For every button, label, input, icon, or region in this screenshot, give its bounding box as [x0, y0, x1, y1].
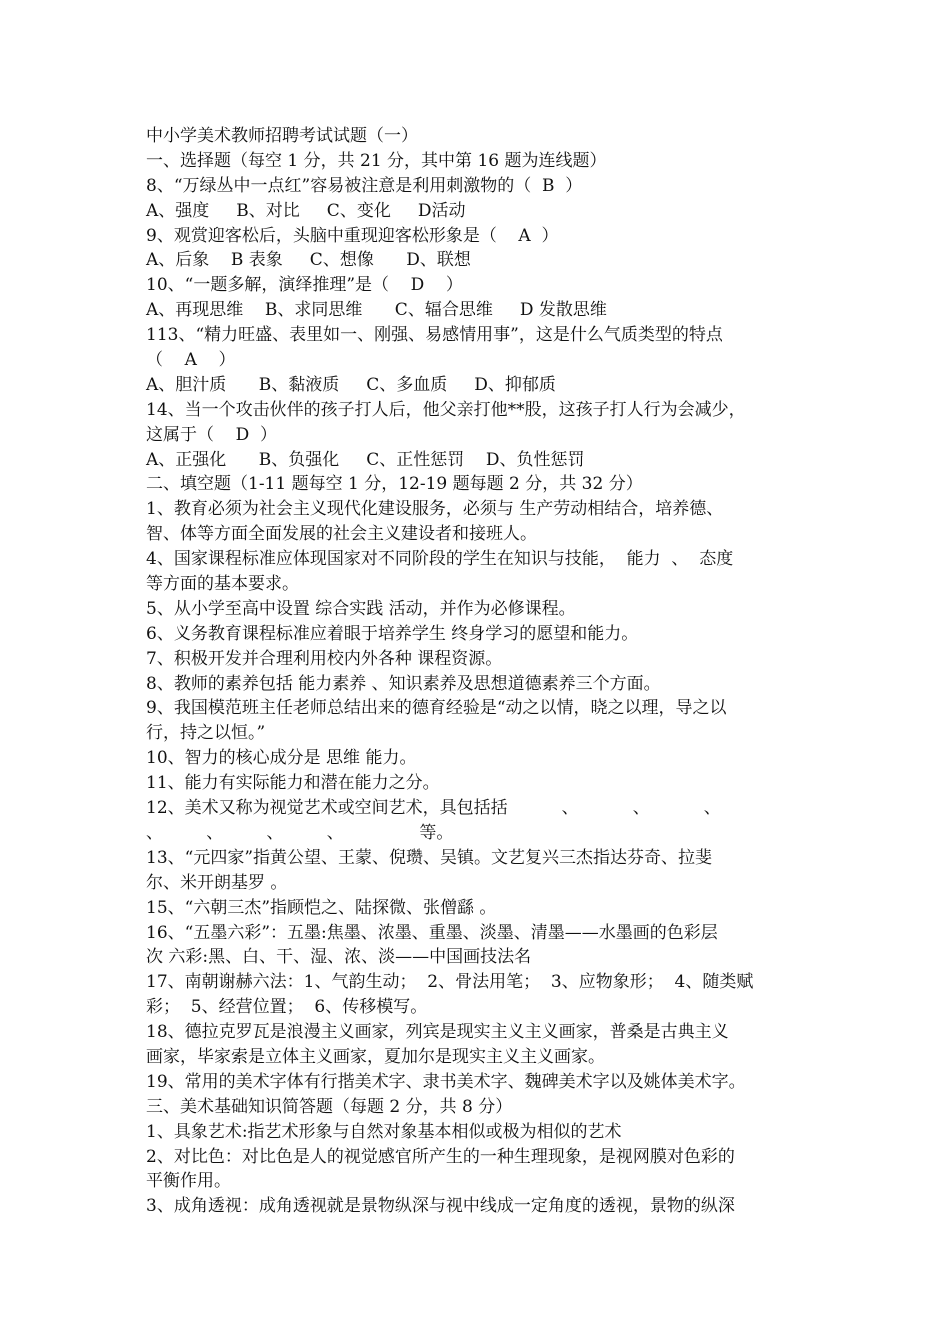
document-title: 中小学美术教师招聘考试试题（一）	[146, 126, 418, 146]
question-113-answer: （ A ）	[146, 350, 236, 371]
fill-16: 16、“五墨六彩”：五墨:焦墨、浓墨、重墨、淡墨、清墨——水墨画的色彩层	[146, 922, 718, 943]
short-answer-2: 2、对比色：对比色是人的视觉感官所产生的一种生理现象，是视网膜对色彩的	[146, 1146, 735, 1167]
fill-15: 15、“六朝三杰”指顾恺之、陆探微、张僧繇 。	[146, 897, 497, 918]
question-8: 8、“万绿丛中一点红”容易被注意是利用刺激物的（ B ）	[146, 175, 583, 196]
fill-1: 1、教育必须为社会主义现代化建设服务，必须与 生产劳动相结合，培养德、	[146, 499, 724, 520]
fill-5: 5、从小学至高中设置 综合实践 活动，并作为必修课程。	[146, 598, 576, 619]
fill-4: 4、国家课程标准应体现国家对不同阶段的学生在知识与技能， 能力 、 态度	[146, 549, 734, 570]
fill-19: 19、常用的美术字体有行揩美术字、隶书美术字、魏碑美术字以及姚体美术字。	[146, 1071, 746, 1092]
short-answer-1: 1、具象艺术:指艺术形象与自然对象基本相似或极为相似的艺术	[146, 1121, 622, 1142]
section-heading-short-answer: 三、美术基础知识简答题（每题 2 分，共 8 分）	[146, 1096, 513, 1117]
fill-6: 6、义务教育课程标准应着眼于培养学生 终身学习的愿望和能力。	[146, 623, 639, 644]
question-14-options: A、正强化 B、负强化 C、正性惩罚 D、负性惩罚	[146, 449, 585, 470]
fill-12: 12、美术又称为视觉艺术或空间艺术，具包括括 、 、 、	[146, 798, 721, 819]
question-9: 9、观赏迎客松后，头脑中重现迎客松形象是（ A ）	[146, 225, 559, 246]
fill-10: 10、智力的核心成分是 思维 能力。	[146, 748, 417, 769]
short-answer-3: 3、成角透视：成角透视就是景物纵深与视中线成一定角度的透视，景物的纵深	[146, 1196, 735, 1217]
question-9-options: A、后象 B 表象 C、想像 D、联想	[146, 250, 471, 271]
question-14-continued: 这属于（ D ）	[146, 424, 278, 445]
question-14: 14、当一个攻击伙伴的孩子打人后，他父亲打他**股，这孩子打人行为会减少，	[146, 399, 746, 420]
fill-17-continued: 彩； 5、经营位置； 6、传移模写。	[146, 997, 428, 1018]
fill-8: 8、教师的素养包括 能力素养 、知识素养及思想道德素养三个方面。	[146, 673, 661, 694]
fill-12-continued: 、 、 、 、 等。	[146, 822, 454, 843]
fill-4-continued: 等方面的基本要求。	[146, 574, 299, 595]
fill-18-continued: 画家，毕家索是立体主义画家，夏加尔是现实主义主义画家。	[146, 1046, 605, 1067]
question-10: 10、“一题多解，演绎推理”是（ D ）	[146, 275, 463, 296]
fill-13: 13、“元四家”指黄公望、王蒙、倪瓒、吴镇。文艺复兴三杰指达芬奇、拉斐	[146, 847, 713, 868]
question-113: 113、“精力旺盛、表里如一、刚强、易感情用事”，这是什么气质类型的特点	[146, 325, 723, 346]
question-8-options: A、强度 B、对比 C、变化 D活动	[146, 200, 466, 221]
fill-11: 11、能力有实际能力和潜在能力之分。	[146, 773, 440, 794]
question-113-options: A、胆汁质 B、黏液质 C、多血质 D、抑郁质	[146, 374, 556, 395]
fill-13-continued: 尔、米开朗基罗 。	[146, 872, 288, 893]
fill-7: 7、积极开发并合理利用校内外各种 课程资源。	[146, 648, 503, 669]
section-heading-choice: 一、选择题（每空 1 分，共 21 分，其中第 16 题为连线题）	[146, 150, 607, 171]
fill-9: 9、我国模范班主任老师总结出来的德育经验是“动之以情，晓之以理，导之以	[146, 698, 727, 719]
fill-9-continued: 行，持之以恒。”	[146, 723, 266, 744]
fill-18: 18、德拉克罗瓦是浪漫主义画家，列宾是现实主义主义画家，普桑是古典主义	[146, 1022, 729, 1043]
fill-1-continued: 智、体等方面全面发展的社会主义建设者和接班人。	[146, 524, 537, 545]
fill-17: 17、南朝谢赫六法：1、气韵生动； 2、骨法用笔； 3、应物象形； 4、随类赋	[146, 972, 754, 993]
fill-16-continued: 次 六彩:黑、白、干、湿、浓、淡——中国画技法名	[146, 947, 532, 968]
section-heading-fill: 二、填空题（1-11 题每空 1 分，12-19 题每题 2 分，共 32 分）	[146, 474, 643, 495]
question-10-options: A、再现思维 B、求同思维 C、辐合思维 D 发散思维	[146, 300, 607, 321]
short-answer-2-continued: 平衡作用。	[146, 1171, 231, 1192]
document-page	[146, 124, 814, 1219]
